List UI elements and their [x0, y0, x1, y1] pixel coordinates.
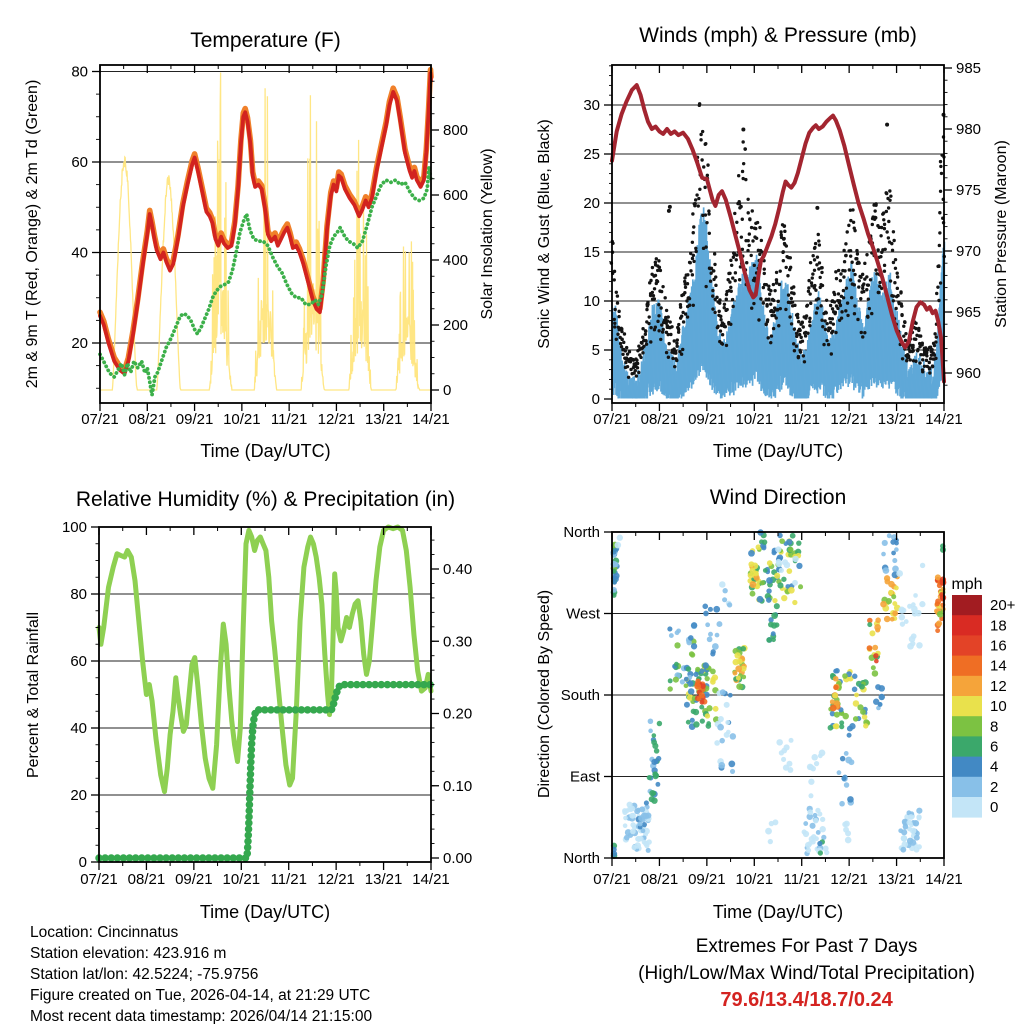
svg-text:09/21: 09/21 [175, 871, 213, 888]
svg-text:20+: 20+ [990, 597, 1016, 615]
pressure-right-axis-label: Station Pressure (Maroon) [993, 140, 1010, 328]
svg-text:12/21: 12/21 [317, 411, 356, 428]
recent-data-timestamp: Most recent data timestamp: 2026/04/14 21:15:00 [30, 1008, 373, 1024]
svg-text:07/21: 07/21 [593, 871, 631, 888]
station-info [30, 922, 372, 1024]
svg-text:12: 12 [990, 677, 1007, 695]
svg-text:0: 0 [990, 799, 999, 817]
station-location: Location: Cincinnatus [30, 924, 179, 941]
temperature-plot [0, 0, 512, 480]
svg-text:6: 6 [990, 738, 999, 756]
svg-text:East: East [569, 768, 600, 786]
wind-xaxis-label: Time (Day/UTC) [712, 441, 844, 461]
svg-text:18: 18 [990, 617, 1007, 635]
svg-text:80: 80 [70, 586, 87, 603]
svg-text:12/21: 12/21 [830, 411, 868, 428]
extremes-subtitle: (High/Low/Max Wind/Total Precipitation) [638, 963, 975, 984]
svg-text:100: 100 [61, 519, 87, 536]
station-elevation: Station elevation: 423.916 m [30, 945, 227, 962]
temp-xaxis-label: Time (Day/UTC) [200, 441, 331, 461]
svg-text:400: 400 [443, 252, 469, 269]
svg-text:07/21: 07/21 [80, 871, 118, 888]
solar-right-axis-label: Solar Insolation (Yellow) [479, 148, 496, 320]
svg-text:25: 25 [583, 146, 600, 163]
svg-text:975: 975 [956, 182, 982, 199]
humidity-precip-title: Relative Humidity (%) & Precipitation (in) [75, 488, 456, 511]
svg-text:600: 600 [443, 187, 469, 204]
wind-left-axis-label: Sonic Wind & Gust (Blue, Black) [536, 119, 553, 349]
svg-text:South: South [560, 687, 600, 704]
svg-text:10: 10 [583, 293, 600, 310]
wind-direction-title: Wind Direction [709, 486, 847, 509]
svg-text:0.00: 0.00 [443, 850, 473, 867]
svg-text:5: 5 [591, 342, 600, 359]
svg-text:4: 4 [990, 758, 999, 776]
svg-text:0.10: 0.10 [443, 777, 473, 795]
svg-text:0.30: 0.30 [443, 633, 473, 651]
svg-text:07/21: 07/21 [81, 411, 119, 428]
svg-text:08/21: 08/21 [128, 411, 167, 428]
svg-text:10: 10 [990, 698, 1007, 716]
wind-direction-plot [512, 480, 1024, 920]
svg-text:20: 20 [70, 787, 87, 804]
direction-left-axis-label: Direction (Colored By Speed) [536, 589, 553, 799]
svg-text:08/21: 08/21 [640, 871, 679, 888]
svg-text:15: 15 [583, 244, 600, 261]
svg-text:09/21: 09/21 [688, 871, 726, 888]
svg-text:800: 800 [443, 122, 469, 139]
svg-text:960: 960 [956, 365, 982, 382]
temperature-title: Temperature (F) [190, 29, 341, 52]
svg-text:07/21: 07/21 [593, 411, 631, 428]
svg-text:60: 60 [71, 154, 88, 171]
svg-text:09/21: 09/21 [175, 411, 214, 428]
svg-text:20: 20 [71, 335, 88, 352]
svg-text:08/21: 08/21 [127, 871, 166, 888]
svg-text:10/21: 10/21 [222, 871, 261, 888]
svg-text:965: 965 [956, 304, 982, 321]
svg-text:0: 0 [591, 391, 600, 408]
svg-text:North: North [563, 524, 600, 541]
svg-text:10/21: 10/21 [223, 411, 261, 428]
svg-text:13/21: 13/21 [364, 411, 403, 428]
svg-text:14/21: 14/21 [412, 411, 450, 428]
extremes-values: 79.6/13.4/18.7/0.24 [720, 989, 893, 1011]
svg-text:12/21: 12/21 [830, 871, 868, 888]
svg-text:09/21: 09/21 [688, 411, 726, 428]
humidity-precip-plot [0, 480, 512, 920]
svg-text:12/21: 12/21 [317, 871, 355, 888]
svg-text:0: 0 [78, 854, 87, 871]
svg-text:985: 985 [956, 60, 982, 77]
figure-created-timestamp: Figure created on Tue, 2026-04-14, at 21:29 UTC [30, 987, 371, 1004]
svg-text:20: 20 [583, 195, 600, 212]
temp-left-axis-label: 2m & 9m T (Red, Orange) & 2m Td (Green) [24, 79, 41, 389]
svg-text:16: 16 [990, 637, 1007, 655]
svg-text:14/21: 14/21 [412, 871, 450, 888]
rh-left-axis-label: Percent & Total Rainfall [25, 612, 42, 779]
winds-pressure-title: Winds (mph) & Pressure (mb) [639, 24, 917, 47]
svg-text:11/21: 11/21 [783, 411, 820, 428]
station-latlon: Station lat/lon: 42.5224; -75.9756 [30, 966, 259, 983]
svg-text:13/21: 13/21 [877, 411, 916, 428]
svg-text:08/21: 08/21 [640, 411, 679, 428]
svg-text:North: North [563, 850, 600, 867]
svg-text:mph: mph [951, 576, 983, 593]
svg-text:80: 80 [71, 63, 88, 81]
svg-text:11/21: 11/21 [270, 871, 307, 888]
svg-text:14/21: 14/21 [925, 871, 963, 888]
svg-text:2: 2 [990, 778, 999, 796]
svg-text:200: 200 [443, 317, 469, 334]
svg-text:970: 970 [956, 243, 982, 260]
svg-text:980: 980 [956, 121, 982, 138]
rh-xaxis-label: Time (Day/UTC) [199, 902, 331, 922]
extremes-title: Extremes For Past 7 Days [695, 936, 918, 957]
svg-text:10/21: 10/21 [735, 871, 774, 888]
svg-text:0.20: 0.20 [443, 705, 473, 723]
svg-text:West: West [566, 605, 600, 623]
winddir-xaxis-label: Time (Day/UTC) [712, 902, 844, 922]
svg-text:0.40: 0.40 [443, 561, 473, 578]
svg-text:30: 30 [583, 97, 600, 114]
svg-text:40: 40 [70, 720, 87, 737]
svg-text:11/21: 11/21 [783, 871, 820, 888]
svg-text:60: 60 [70, 653, 87, 670]
svg-text:13/21: 13/21 [877, 871, 916, 888]
svg-text:8: 8 [990, 718, 999, 736]
svg-text:14: 14 [990, 657, 1007, 675]
svg-text:13/21: 13/21 [364, 871, 403, 888]
svg-text:11/21: 11/21 [270, 411, 308, 428]
extremes-summary [638, 933, 975, 1014]
winds-pressure-plot [512, 0, 1024, 480]
svg-text:40: 40 [71, 244, 88, 262]
svg-text:14/21: 14/21 [925, 411, 963, 428]
svg-text:0: 0 [443, 382, 452, 399]
svg-text:10/21: 10/21 [735, 411, 774, 428]
